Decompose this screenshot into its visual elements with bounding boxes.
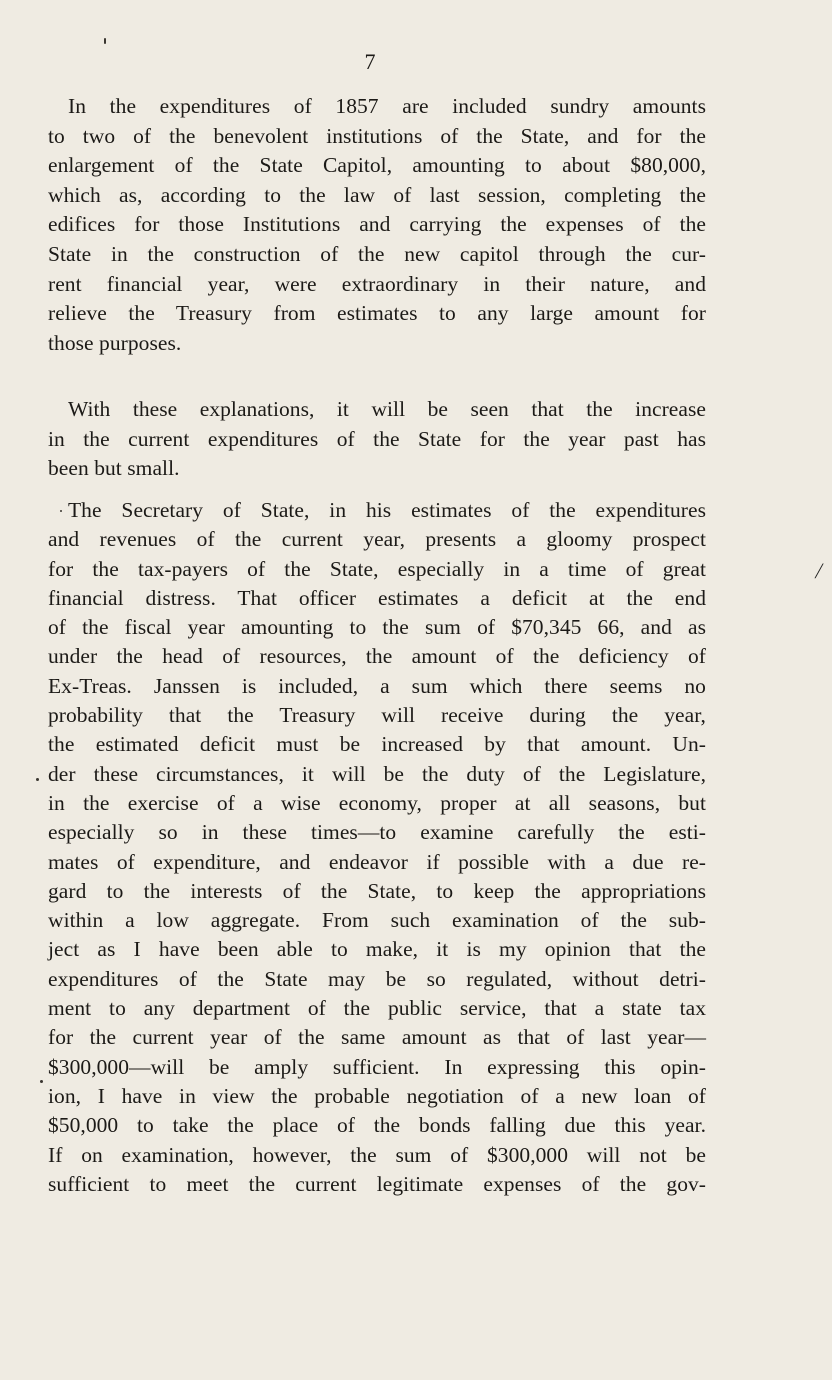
page-number: 7	[364, 49, 376, 74]
text-line: In the expenditures of 1857 are included sundry amounts	[68, 94, 706, 118]
text-line: for the tax-payers of the State, especially in a time of great	[48, 556, 706, 581]
ink-speck	[60, 510, 62, 512]
text-line: within a low aggregate. From such examination of the sub-	[48, 908, 706, 933]
text-line: in the current expenditures of the State for the year past has	[48, 426, 706, 451]
text-line: been but small.	[48, 456, 180, 481]
text-line: mates of expenditure, and endeavor if possible with a due re-	[48, 849, 706, 874]
text-line: rent financial year, were extraordinary in their nature, and	[48, 271, 706, 296]
text-line: enlargement of the State Capitol, amounting to about $80,000,	[48, 153, 706, 178]
text-line: $300,000—will be amply sufficient. In expressing this opin-	[48, 1054, 706, 1079]
text-line: If on examination, however, the sum of $300,000 will not be	[48, 1142, 706, 1167]
text-line: probability that the Treasury will receive during the year,	[48, 703, 706, 728]
paragraph-3	[48, 496, 706, 1199]
text-line: relieve the Treasury from estimates to any large amount for	[48, 301, 706, 326]
text-line: expenditures of the State may be so regulated, without detri-	[48, 966, 706, 991]
text-line: the estimated deficit must be increased by that amount. Un-	[48, 732, 706, 757]
text-line: ject as I have been able to make, it is my opinion that the	[48, 937, 706, 962]
text-line: sufficient to meet the current legitimate expenses of the gov-	[48, 1171, 706, 1196]
text-line: The Secretary of State, in his estimates of the expenditures	[68, 498, 706, 522]
text-line: for the current year of the same amount as that of last year—	[48, 1025, 706, 1050]
text-line: and revenues of the current year, presents a gloomy prospect	[48, 527, 706, 552]
text-line: those purposes.	[48, 330, 182, 355]
paragraph-2	[48, 395, 706, 484]
ink-speck	[40, 1080, 43, 1083]
text-line: State in the construction of the new capitol through the cur-	[48, 241, 706, 266]
text-line: of the fiscal year amounting to the sum of $70,345 66, and as	[48, 615, 706, 640]
text-line: financial distress. That officer estimates a deficit at the end	[48, 585, 706, 610]
text-line: $50,000 to take the place of the bonds falling due this year.	[48, 1113, 706, 1138]
ink-speck	[104, 38, 106, 44]
text-line: under the head of resources, the amount of the deficiency of	[48, 644, 706, 669]
text-line: especially so in these times—to examine carefully the esti-	[48, 820, 706, 845]
text-line: in the exercise of a wise economy, proper at all seasons, but	[48, 790, 706, 815]
text-line: ment to any department of the public service, that a state tax	[48, 996, 706, 1021]
text-line: which as, according to the law of last session, completing the	[48, 182, 706, 207]
text-line: edifices for those Institutions and carrying the expenses of the	[48, 212, 706, 237]
text-line: der these circumstances, it will be the duty of the Legislature,	[48, 761, 706, 786]
text-line: to two of the benevolent institutions of the State, and for the	[48, 123, 706, 148]
text-line: ion, I have in view the probable negotiation of a new loan of	[48, 1083, 706, 1108]
paragraph-1	[48, 92, 706, 358]
text-line: With these explanations, it will be seen that the increase	[68, 397, 706, 421]
margin-slash-mark: /	[813, 558, 825, 583]
text-line: gard to the interests of the State, to keep the appropriations	[48, 878, 706, 903]
text-line: Ex-Treas. Janssen is included, a sum which there seems no	[48, 673, 706, 698]
ink-speck	[36, 778, 39, 781]
